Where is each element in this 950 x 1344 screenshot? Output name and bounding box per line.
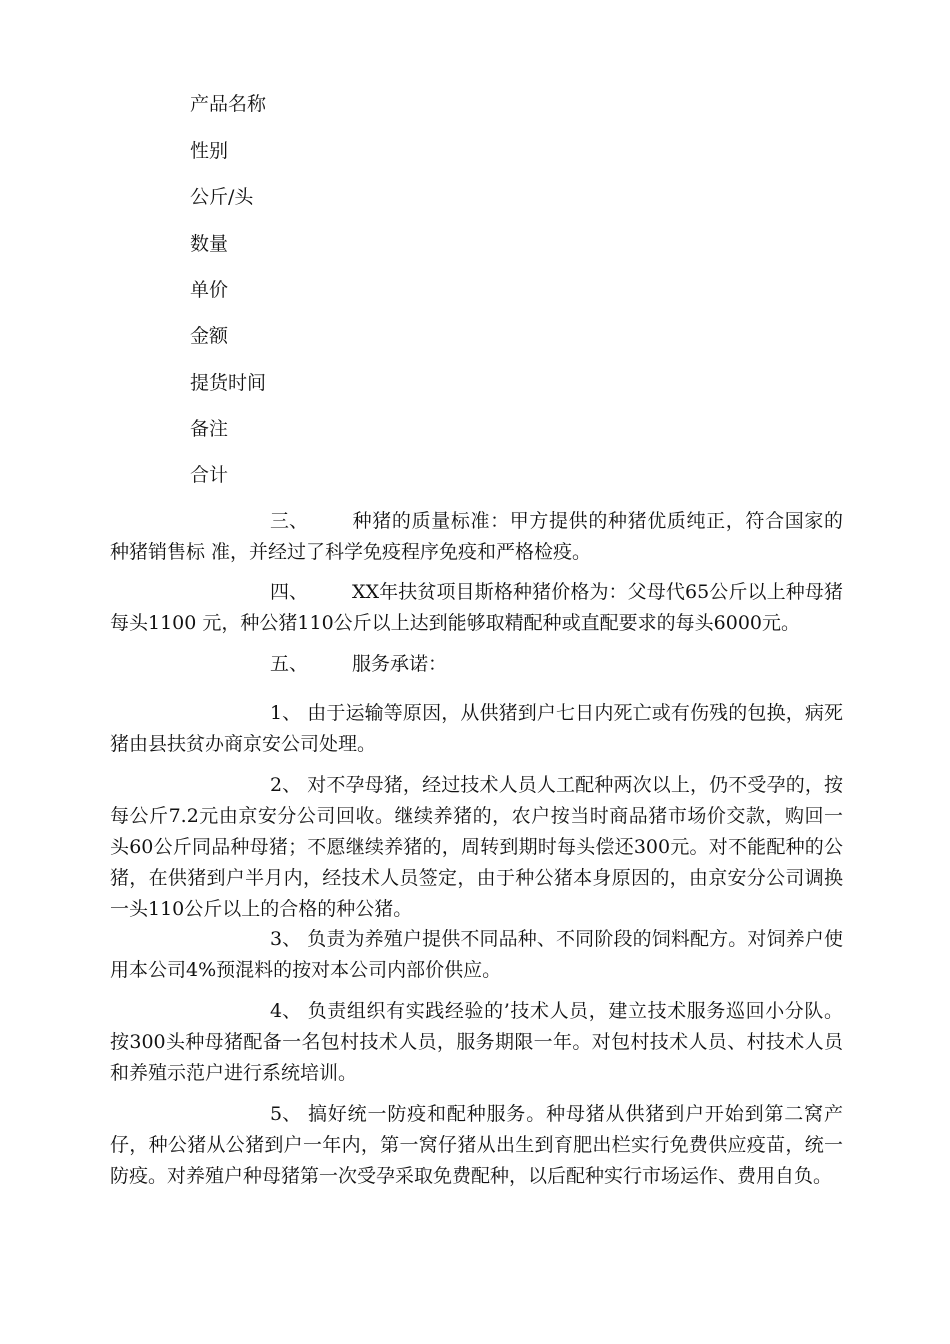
- item-number: 2、: [270, 774, 302, 796]
- commitment-item: [110, 1099, 843, 1192]
- item-number: 3、: [270, 928, 302, 950]
- field-amount: 金额: [190, 325, 229, 347]
- field-product-name: 产品名称: [190, 93, 267, 115]
- item-text: 由于运输等原因，从供猪到户七日内死亡或有伤残的包换，病死猪由县扶贫办商京安公司处理。: [110, 702, 843, 755]
- section-service-commitment: [110, 649, 843, 680]
- item-text: 搞好统一防疫和配种服务。种母猪从供猪到户开始到第二窝产仔，种公猪从公猪到户一年内，第一窝仔猪从出生到育肥出栏实行免费供应疫苗，统一防疫。对养殖户种母猪第一次受孕采取免费配种，以后配种实行市场运作、费用自负。: [110, 1103, 843, 1187]
- field-unit-price: 单价: [190, 279, 229, 301]
- item-number: 5、: [270, 1103, 302, 1125]
- item-text: 对不孕母猪，经过技术人员人工配种两次以上，仍不受孕的，按每公斤7.2元由京安分公司回收。继续养猪的，农户按当时商品猪市场价交款，购回一头60公斤同品种母猪；不愿继续养猪的，周转到期时每头偿还300元。对不能配种的公猪，在供猪到户半月内，经技术人员签定，由于种公猪本身原因的，由京安分公司调换一头110公斤以上的合格的种公猪。: [110, 774, 843, 920]
- section-text: 服务承诺：: [352, 653, 448, 675]
- section-number: 四、: [270, 581, 309, 603]
- section-pig-price: [110, 577, 843, 639]
- item-text: 负责组织有实践经验的’技术人员，建立技术服务巡回小分队。按300头种母猪配备一名包村技术人员，服务期限一年。对包村技术人员、村技术人员和养殖示范户进行系统培训。: [110, 1000, 843, 1084]
- field-kg-per-head: 公斤/头: [190, 186, 254, 208]
- commitment-item: [110, 698, 843, 760]
- field-pickup-time: 提货时间: [190, 372, 267, 394]
- section-number: 三、: [270, 510, 309, 532]
- commitment-item: [110, 924, 843, 986]
- item-number: 1、: [270, 702, 302, 724]
- section-text: XX年扶贫项目斯格种猪价格为：父母代65公斤以上种母猪每头1100 元，种公猪110公斤以上达到能够取精配种或直配要求的每头6000元。: [110, 581, 843, 634]
- commitment-item: [110, 996, 843, 1089]
- section-text: 种猪的质量标准：甲方提供的种猪优质纯正，符合国家的种猪销售标 准，并经过了科学免疫程序免疫和严格检疫。: [110, 510, 843, 563]
- field-total: 合计: [190, 464, 229, 486]
- section-quality-standard: [110, 506, 843, 568]
- field-remarks: 备注: [190, 418, 229, 440]
- field-quantity: 数量: [190, 233, 229, 255]
- commitment-item: [110, 770, 843, 925]
- item-number: 4、: [270, 1000, 302, 1022]
- field-gender: 性别: [190, 140, 229, 162]
- item-text: 负责为养殖户提供不同品种、不同阶段的饲料配方。对饲养户使用本公司4%预混料的按对本公司内部价供应。: [110, 928, 843, 981]
- section-number: 五、: [270, 653, 309, 675]
